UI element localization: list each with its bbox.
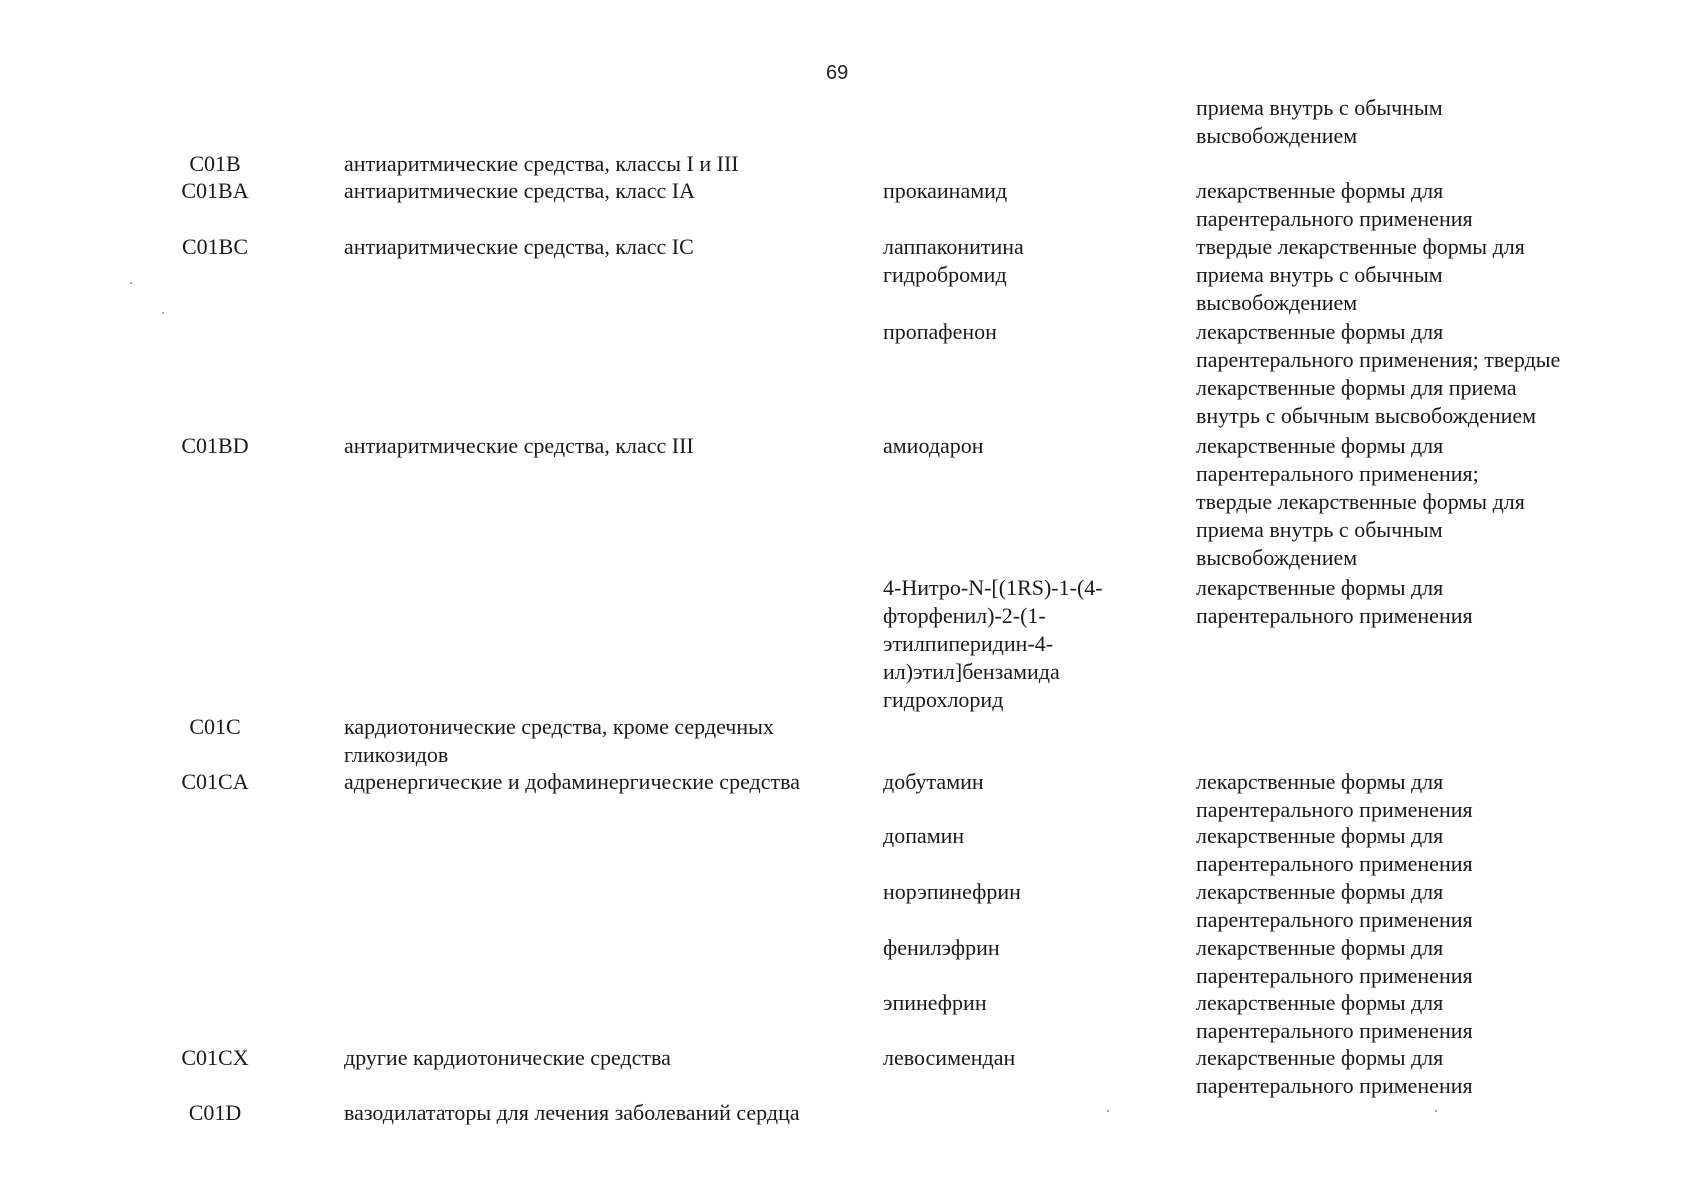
pharmacological-group: антиаритмические средства, класс IA (344, 178, 695, 203)
atc-code: C01BC (181, 234, 249, 259)
scan-speck (162, 312, 164, 314)
drug-name: 4-Нитро-N-[(1RS)-1-(4- фторфенил)-2-(1- этилпиперидин-4- ил)этил]бензамида гидрохлорид (883, 575, 1103, 712)
drug-name: амиодарон (883, 433, 984, 458)
scan-speck (1435, 1110, 1437, 1112)
dosage-form: твердые лекарственные формы для приема внутрь с обычным высвобождением (1196, 234, 1525, 315)
page-number: 69 (826, 62, 849, 84)
drug-name: прокаинамид (883, 178, 1008, 203)
atc-code: C01CA (181, 769, 249, 794)
dosage-form: лекарственные формы для парентерального применения (1196, 769, 1473, 822)
drug-name: добутамин (883, 769, 984, 794)
pharmacological-group: антиаритмические средства, классы I и III (344, 151, 739, 176)
drug-name: левосимендан (883, 1045, 1016, 1070)
dosage-form: лекарственные формы для парентерального применения (1196, 1045, 1473, 1098)
atc-code: C01BD (181, 433, 249, 458)
pharmacological-group: антиаритмические средства, класс IC (344, 234, 694, 259)
drug-name: лаппаконитина гидробромид (883, 234, 1024, 287)
atc-code: C01B (189, 151, 241, 176)
drug-name: допамин (883, 823, 965, 848)
dosage-form: лекарственные формы для парентерального применения (1196, 935, 1473, 988)
pharmacological-group: адренергические и дофаминергические средства (344, 769, 800, 794)
pharmacological-group: другие кардиотонические средства (344, 1045, 671, 1070)
dosage-form: лекарственные формы для парентерального применения (1196, 879, 1473, 932)
dosage-form: лекарственные формы для парентерального применения (1196, 178, 1473, 231)
pharmacological-group: вазодилататоры для лечения заболеваний сердца (344, 1100, 800, 1125)
drug-name: пропафенон (883, 319, 997, 344)
atc-code: C01C (189, 714, 241, 739)
drug-name: фенилэфрин (883, 935, 1000, 960)
dosage-form: лекарственные формы для парентерального применения (1196, 823, 1473, 876)
dosage-form: лекарственные формы для парентерального применения (1196, 990, 1473, 1043)
dosage-form: лекарственные формы для парентерального применения; твердые лекарственные формы для приема внутрь с обычным высвобождением (1196, 433, 1525, 570)
drug-name: эпинефрин (883, 990, 987, 1015)
atc-code: C01D (188, 1100, 242, 1125)
drug-name: норэпинефрин (883, 879, 1021, 904)
atc-code: C01BA (181, 178, 249, 203)
pharmacological-group: кардиотонические средства, кроме сердечных гликозидов (344, 714, 774, 767)
scan-speck (1107, 1110, 1109, 1112)
atc-code: C01CX (181, 1045, 249, 1070)
dosage-form: лекарственные формы для парентерального применения; твердые лекарственные формы для приема внутрь с обычным высвобождением (1196, 319, 1561, 428)
scan-speck (130, 282, 132, 284)
pharmacological-group: антиаритмические средства, класс III (344, 433, 694, 458)
dosage-form: приема внутрь с обычным высвобождением (1196, 95, 1443, 148)
dosage-form: лекарственные формы для парентерального применения (1196, 575, 1473, 628)
